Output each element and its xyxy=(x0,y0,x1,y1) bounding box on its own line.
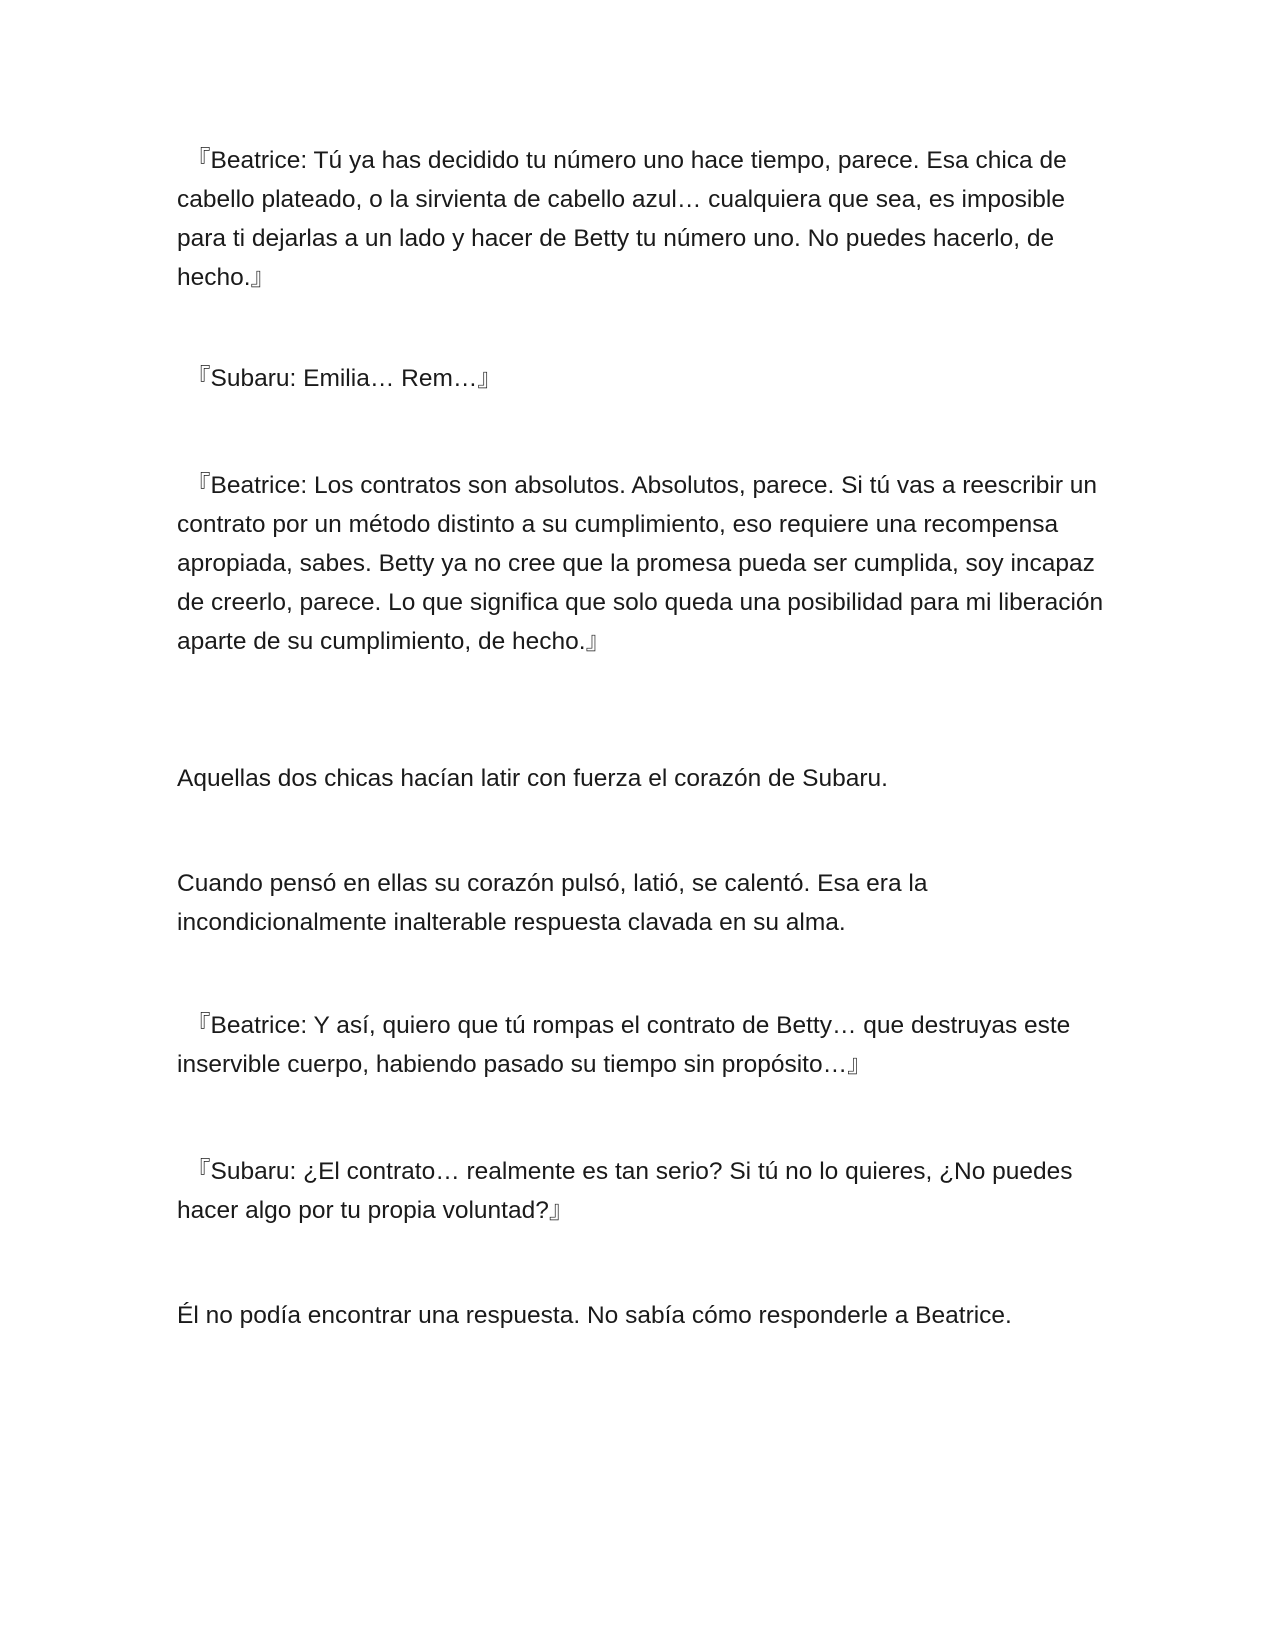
paragraph-beatrice-break-contract: 『Beatrice: Y así, quiero que tú rompas el contrato de Betty… que destruyas este inservible cuerpo, habiendo pasado su tiempo sin propósito…』 xyxy=(177,1012,1071,1078)
paragraph-heart-answer: Cuando pensó en ellas su corazón pulsó, latió, se calentó. Esa era la incondicionalmente inalterable respuesta clavada en su alma. xyxy=(177,870,928,936)
paragraph-subaru-emilia-rem: 『Subaru: Emilia… Rem…』 xyxy=(186,365,502,392)
paragraph-beatrice-contracts: 『Beatrice: Los contratos son absolutos. Absolutos, parece. Si tú vas a reescribir un contrato por un método distinto a su cumplimiento, eso requiere una recompensa apropiada, sabes. Betty ya no cree que la promesa pueda ser cumplida, soy incapaz de creerlo, parece. Lo que significa que solo queda una posibilidad para mi liberación aparte de su cumplimiento, de hecho.』 xyxy=(177,472,1104,655)
paragraph-subaru-contract-question: 『Subaru: ¿El contrato… realmente es tan serio? Si tú no lo quieres, ¿No puedes hacer algo por tu propia voluntad?』 xyxy=(177,1158,1073,1224)
paragraph-no-answer: Él no podía encontrar una respuesta. No sabía cómo responderle a Beatrice. xyxy=(177,1302,1012,1329)
paragraph-beatrice-number-one: 『Beatrice: Tú ya has decidido tu número uno hace tiempo, parece. Esa chica de cabello plateado, o la sirvienta de cabello azul… cualquiera que sea, es imposible para ti dejarlas a un lado y hacer de Betty tu número uno. No puedes hacerlo, de hecho.』 xyxy=(177,147,1067,291)
paragraph-two-girls: Aquellas dos chicas hacían latir con fuerza el corazón de Subaru. xyxy=(177,765,888,792)
